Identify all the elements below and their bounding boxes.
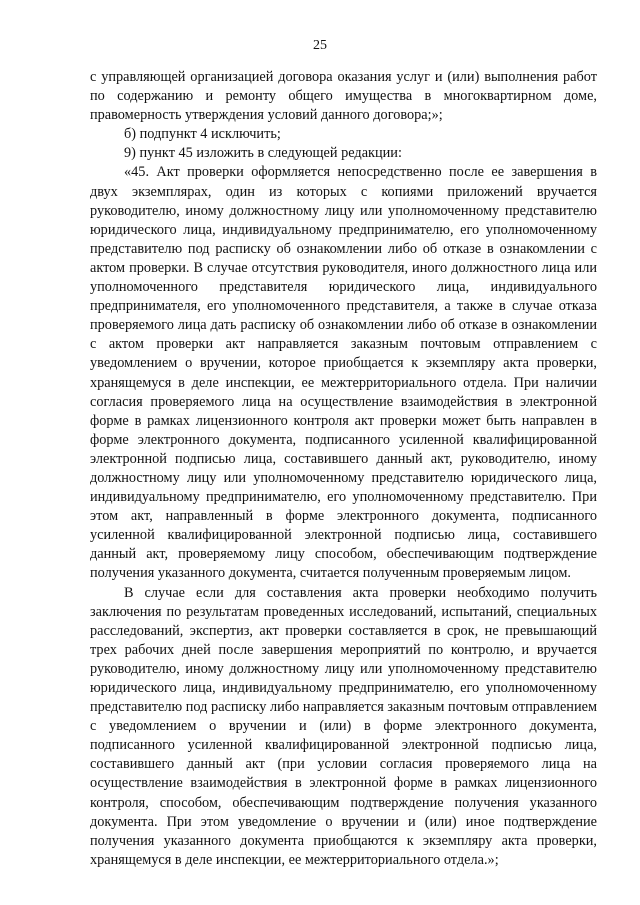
paragraph-clause-45-continued: В случае если для составления акта проверки необходимо получить заключения по результатам проведенных исследований, испытаний, специальных расследований, экспертиз, акт проверки составляется в срок, не превышающий трех рабочих дней после завершения мероприятий по контролю, и вручается руководителю, иному должностному лицу или уполномоченному представителю юридического лица, индивидуальному предпринимателю, его уполномоченному представителю под расписку либо направляется заказным почтовым отправлением с уведомлением о вручении и (или) в форме электронного документа, подписанного усиленной квалифицированной электронной подписью лица, составившего данный акт (при условии согласия проверяемого лица на осуществление взаимодействия в электронной форме в рамках лицензионного контроля, способом, обеспечивающим подтверждение получения указанного документа. При этом уведомление о вручении и (или) иное подтверждение получения указанного документа приобщаются к экземпляру акта проверки, хранящемуся в деле инспекции, ее межтерриториального отдела.»; bbox=[90, 584, 597, 868]
paragraph-continuation: с управляющей организацией договора оказания услуг и (или) выполнения работ по содержанию и ремонту общего имущества в многоквартирном доме, правомерность утверждения условий данного договора;»; bbox=[90, 69, 597, 124]
paragraph-subitem-9: 9) пункт 45 изложить в следующей редакции: bbox=[124, 145, 402, 162]
document-body bbox=[90, 68, 597, 870]
paragraph-subitem-b: б) подпункт 4 исключить; bbox=[124, 126, 281, 143]
paragraph-clause-45: «45. Акт проверки оформляется непосредственно после ее завершения в двух экземплярах, один из которых с копиями приложений вручается руководителю, иному должностному лицу или уполномоченному представителю юридического лица, индивидуальному предпринимателю, его уполномоченному представителю под расписку об ознакомлении либо об отказе в ознакомлении с актом проверки. В случае отсутствия руководителя, иного должностного лица или уполномоченного представителя юридического лица, индивидуального предпринимателя, его уполномоченного представителя, а также в случае отказа проверяемого лица дать расписку об ознакомлении либо об отказе в ознакомлении с актом проверки акт направляется заказным почтовым отправлением с уведомлением о вручении, которое приобщается к экземпляру акта проверки, хранящемуся в деле инспекции, ее межтерриториального отдела. При наличии согласия проверяемого лица на осуществление взаимодействия в электронной форме в рамках лицензионного контроля акт проверки может быть направлен в форме электронного документа, подписанного усиленной квалифицированной электронной подписью лица, составившего данный акт, руководителю, иному должностному лицу или уполномоченному представителю юридического лица, индивидуальному предпринимателю, его уполномоченному представителю. При этом акт, направленный в форме электронного документа, подписанного усиленной квалифицированной электронной подписью лица, составившего данный акт, проверяемому лицу способом, обеспечивающим подтверждение получения указанного документа, считается полученным проверяемым лицом. bbox=[90, 164, 597, 582]
page-number: 25 bbox=[313, 38, 327, 53]
